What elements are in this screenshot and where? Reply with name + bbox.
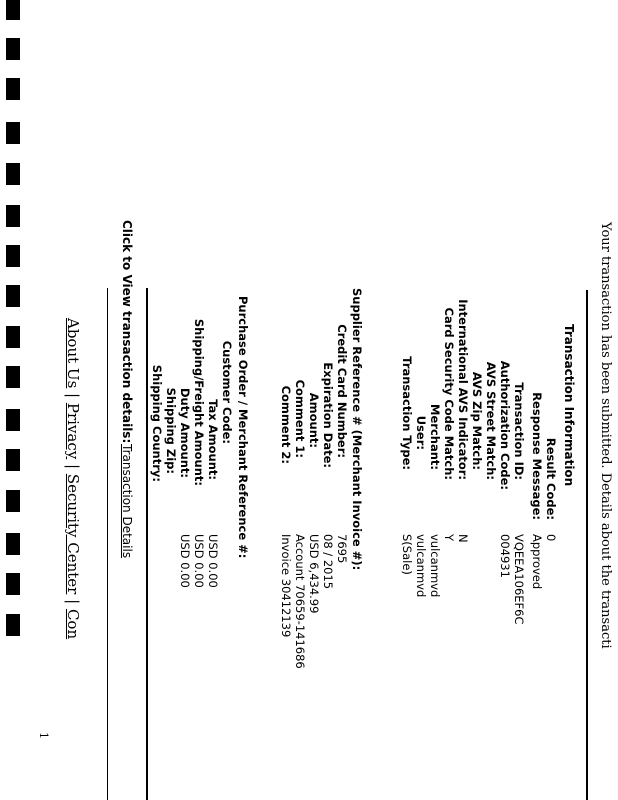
footer-links: About Us | Privacy | Security Center | Con [64, 318, 82, 640]
row-label: Card Security Code Match: [442, 307, 456, 480]
order-row [176, 0, 192, 800]
row-value: Approved [530, 534, 544, 590]
row-value: S(Sale) [400, 534, 414, 575]
transaction-row [412, 0, 428, 800]
row-label: User: [414, 415, 428, 450]
contact-link[interactable]: Con [64, 608, 82, 640]
row-label: Comment 1: [293, 379, 307, 458]
row-label: Tax Amount: [206, 399, 220, 480]
view-details-label: Click to View transaction details: [120, 220, 134, 444]
transaction-row [528, 0, 544, 800]
row-label: Shipping Zip: [164, 387, 178, 474]
row-value: vulcanmvd [428, 534, 442, 598]
row-label: Customer Code: [220, 340, 234, 444]
transaction-details-link[interactable]: Transaction Details [120, 444, 134, 559]
row-label: Shipping/Freight Amount: [192, 318, 206, 486]
row-value: Invoice 30412139 [279, 534, 293, 638]
supplier-ref-label: Supplier Reference # (Merchant Invoice #): [350, 288, 364, 571]
transaction-row [496, 0, 512, 800]
row-label: Amount: [307, 392, 321, 448]
row-label: Shipping Country: [150, 364, 164, 482]
card-row [277, 0, 293, 800]
row-value: 0 [544, 534, 558, 542]
row-value: VQEEA106EF6C [512, 534, 526, 625]
transaction-row [454, 0, 470, 800]
row-label: Expiration Date: [321, 362, 335, 468]
row-value: Y [442, 534, 456, 542]
transaction-row [426, 0, 442, 800]
order-row [162, 0, 178, 800]
row-label: Credit Card Number: [335, 324, 349, 458]
row-label: Authorization Code: [498, 360, 512, 490]
page-number: 1 [37, 732, 50, 739]
row-label: Comment 2: [279, 385, 293, 464]
row-value: USD 6,434.99 [307, 534, 321, 614]
bottom-rule [146, 288, 148, 800]
row-label: Transaction ID: [512, 382, 526, 480]
row-label: Duty Amount: [178, 388, 192, 478]
row-value: Account 70659-141686 [293, 534, 307, 669]
order-row [218, 0, 234, 800]
card-row [291, 0, 307, 800]
row-value: USD 0.00 [192, 534, 206, 588]
row-value: vulcanmvd [414, 534, 428, 598]
row-label: Transaction Type: [400, 356, 414, 470]
security-center-link[interactable]: Security Center [64, 473, 82, 595]
row-value: 004931 [498, 534, 512, 578]
row-value: USD 0.00 [206, 534, 220, 588]
transaction-row [440, 0, 456, 800]
order-row [148, 0, 164, 800]
row-label: AVS Street Match: [484, 361, 498, 480]
card-row [333, 0, 349, 800]
transaction-row [398, 0, 414, 800]
po-label: Purchase Order / Merchant Reference #: [236, 296, 250, 559]
card-row [319, 0, 335, 800]
about-us-link[interactable]: About Us [64, 318, 82, 389]
intro-text: Your transaction has been submitted. Details about the transacti [598, 222, 613, 649]
row-value: USD 0.00 [178, 534, 192, 588]
footer-rule [107, 288, 108, 800]
row-label: International AVS Indicator: [456, 299, 470, 480]
transaction-row [542, 0, 558, 800]
row-label: Result Code: [544, 437, 558, 520]
row-label: Response Message: [530, 392, 544, 520]
row-label: Merchant: [428, 404, 442, 470]
transaction-row [482, 0, 498, 800]
order-row [190, 0, 206, 800]
row-label: AVS Zip Match: [470, 371, 484, 470]
order-row [204, 0, 220, 800]
card-row [305, 0, 321, 800]
row-value: 7695 [335, 534, 349, 564]
row-value: N [456, 534, 470, 543]
row-value: 08 / 2015 [321, 534, 335, 590]
privacy-link[interactable]: Privacy [64, 402, 82, 460]
section-title: Transaction Information [562, 324, 576, 487]
transaction-row [468, 0, 484, 800]
transaction-row [510, 0, 526, 800]
top-rule [586, 290, 588, 800]
